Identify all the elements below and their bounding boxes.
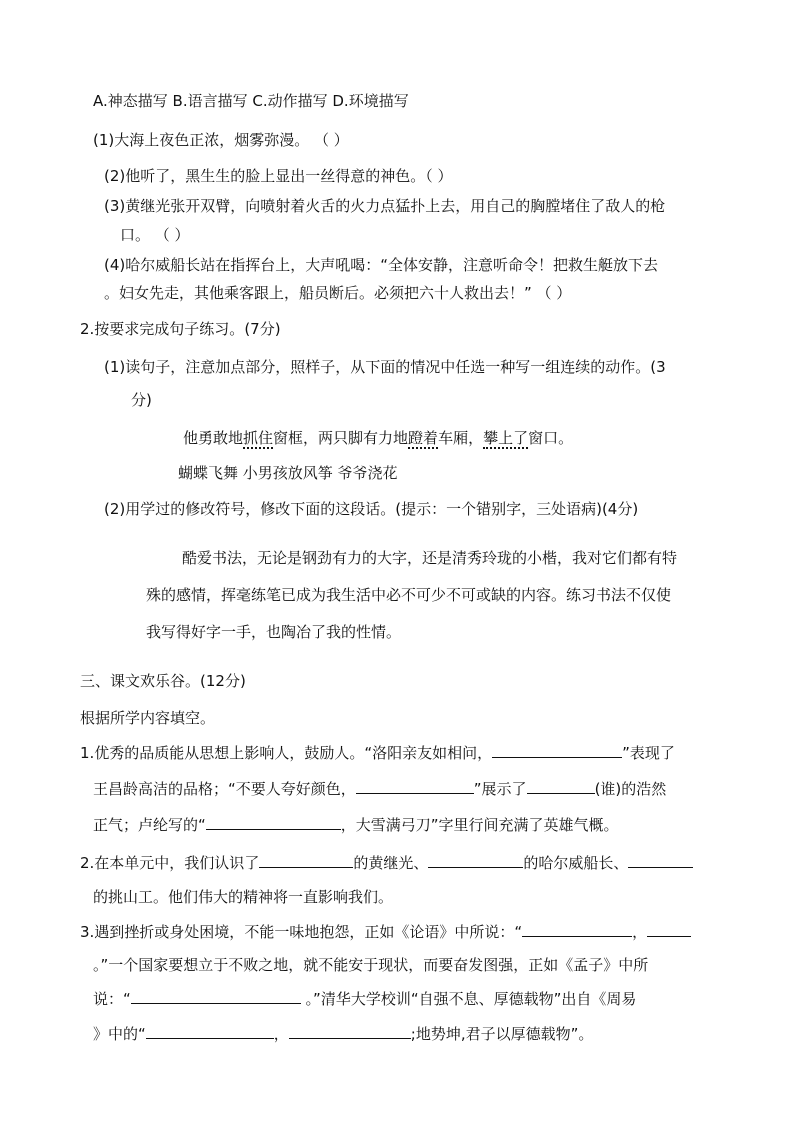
q2-title: 2.按要求完成句子练习。(7分) [80, 320, 281, 338]
q1-item-2: (2)他听了，黑生生的脸上显出一丝得意的神色。（ ） [104, 167, 453, 185]
passage-line-2: 殊的感情，挥毫练笔已成为我生活中必不可少不可或缺的内容。练习书法不仅使 [146, 586, 672, 604]
s1-text: 1.优秀的品质能从思想上影响人，鼓励人。“洛阳亲友如相问， [80, 744, 493, 762]
q2-part1-line2: 分) [131, 391, 152, 409]
answer-blank[interactable] [131, 989, 301, 1004]
s3-line3 [93, 989, 636, 1009]
example-text: 窗框，两只脚有力地 [273, 429, 409, 447]
q2-part2: (2)用学过的修改符号，修改下面的这段话。(提示：一个错别字，三处语病)(4分) [104, 500, 639, 518]
answer-blank[interactable] [522, 922, 632, 937]
answer-blank[interactable] [647, 922, 691, 937]
s3-line2: 。”一个国家要想立于不败之地，就不能安于现状，而要奋发图强，正如《孟子》中所 [93, 956, 649, 974]
s2-text: 的哈尔威船长、 [523, 854, 629, 872]
s2-line1 [80, 853, 693, 873]
s3-text: 说：“ [93, 990, 131, 1008]
q1-item-1: (1)大海上夜色正浓，烟雾弥漫。 （ ） [93, 131, 349, 149]
s2-line2: 的挑山工。他们伟大的精神将一直影响我们。 [93, 888, 394, 906]
answer-blank[interactable] [356, 779, 474, 794]
s2-text: 的黄继光、 [353, 854, 429, 872]
s3-text: ， [273, 1025, 289, 1043]
s1-text: (谁)的浩然 [594, 780, 667, 798]
choices-line: 蝴蝶飞舞 小男孩放风筝 爷爷浇花 [178, 464, 398, 482]
s1-text: 王昌龄高洁的品格；“不要人夸好颜色， [93, 780, 356, 798]
s1-text: 正气；卢纶写的“ [93, 816, 206, 834]
example-text: 窗口。 [528, 429, 574, 447]
s3-text: ;地势坤,君子以厚德载物”。 [410, 1025, 594, 1043]
answer-blank[interactable] [527, 779, 595, 794]
q1-item-4-cont: 。妇女先走，其他乘客跟上，船员断后。必须把六十人救出去！” （ ） [104, 284, 572, 302]
s2-text: 2.在本单元中，我们认识了 [80, 854, 260, 872]
example-sentence [183, 428, 573, 448]
section3-intro: 根据所学内容填空。 [80, 709, 216, 727]
options-line: A.神态描写 B.语言描写 C.动作描写 D.环境描写 [93, 92, 409, 110]
answer-blank[interactable] [146, 1024, 274, 1039]
example-text: 他勇敢地 [183, 429, 244, 447]
s1-text: ”展示了 [473, 780, 527, 798]
s3-text: ， [632, 923, 648, 941]
s3-line4 [93, 1024, 593, 1044]
answer-blank[interactable] [492, 743, 622, 758]
dotted-verb: 攀上了 [483, 429, 529, 447]
passage-line-1: 酷爱书法，无论是钢劲有力的大字，还是清秀玲珑的小楷，我对它们都有特 [182, 549, 678, 567]
q1-item-4: (4)哈尔威船长站在指挥台上，大声吼喝：“全体安静，注意听命令！把救生艇放下去 [104, 256, 659, 274]
answer-blank[interactable] [259, 853, 353, 868]
s1-line1 [80, 743, 675, 763]
answer-blank[interactable] [206, 815, 341, 830]
section3-title: 三、课文欢乐谷。(12分) [80, 672, 246, 690]
s3-text: 》中的“ [93, 1025, 146, 1043]
example-text: 车厢， [438, 429, 484, 447]
s3-text: 3.遇到挫折或身处困境，不能一味地抱怨，正如《论语》中所说：“ [80, 923, 523, 941]
s1-text: ，大雪满弓刀”字里行间充满了英雄气概。 [340, 816, 619, 834]
q1-item-3-cont: 口。 （ ） [120, 226, 190, 244]
s3-line1 [80, 922, 691, 942]
answer-blank[interactable] [289, 1024, 411, 1039]
answer-blank[interactable] [628, 853, 693, 868]
s1-line3 [93, 815, 619, 835]
dotted-verb: 蹬着 [408, 429, 439, 447]
dotted-verb: 抓住 [243, 429, 274, 447]
q1-item-3: (3)黄继光张开双臂，向喷射着火舌的火力点猛扑上去，用自己的胸膛堵住了敌人的枪 [104, 197, 666, 215]
s3-text: 。”清华大学校训“自强不息、厚德载物”出自《周易 [300, 990, 637, 1008]
s1-line2 [93, 779, 666, 799]
passage-line-3: 我写得好字一手，也陶冶了我的性情。 [146, 623, 402, 641]
answer-blank[interactable] [428, 853, 523, 868]
q2-part1-line1: (1)读句子，注意加点部分，照样子，从下面的情况中任选一种写一组连续的动作。(3 [104, 358, 666, 376]
s1-text: ”表现了 [622, 744, 675, 762]
